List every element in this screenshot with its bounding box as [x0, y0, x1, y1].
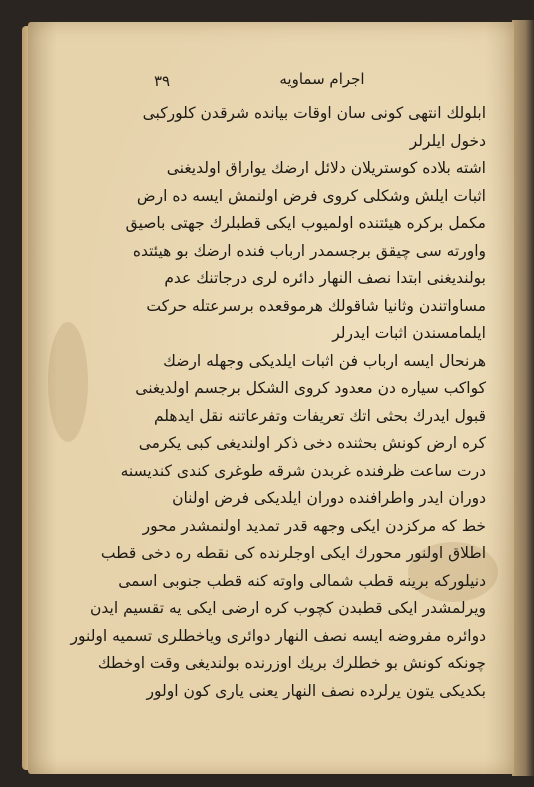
- text-line: هرنحال ايسه ارباب فن اثبات ايلديكى وجهله ارضك: [163, 351, 486, 370]
- text-line: بكديكى يتون يرلرده نصف النهار يعنى يارى كون اولور: [146, 681, 486, 700]
- page-number: ۳۹: [154, 72, 171, 90]
- text-line: ابلولك انتهى كونى سان اوقات بيانده شرقدن كلوركبى: [142, 104, 486, 122]
- text-line: اطلاق اولنور محورك ايكى اوجلرنده كى نقطه ره دخى قطب: [100, 544, 486, 562]
- text-line: دنيلوركه برينه قطب شمالى واوته كنه قطب جنوبى اسمى: [118, 571, 486, 590]
- text-line: ايلمامسندن اثبات ايدرلر: [332, 324, 486, 342]
- running-title: اجرام سماويه: [279, 70, 365, 88]
- text-line: مكمل بركره هيئتنده اولميوب ايكى قطبلرك جهتى باصيق: [125, 214, 486, 232]
- text-line: بولنديغنى ابتدا نصف النهار دائره لرى درجاتنك عدم: [164, 269, 486, 287]
- text-line: درت ساعت ظرفنده غربدن شرقه طوغرى كندى كنديسنه: [120, 461, 486, 480]
- text-line: قبول ايدرك بحثى اتك تعريفات وتفرعاتنه نقل ايدهلم: [153, 406, 486, 425]
- text-line: كره ارض كونش بحثنده دخى ذكر اولنديغى كبى يكرمى: [138, 434, 486, 452]
- text-line: مساواتندن وثانيا شاقولك هرموقعده برسرعتله حركت: [146, 296, 486, 315]
- text-line: واورته سى چيقق برجسمدر ارباب فنده ارضك بو هيئتده: [132, 241, 486, 260]
- text-line: دخول ايلرلر: [409, 131, 486, 150]
- text-line: دوائره مفروضه ايسه نصف النهار دوائرى وياخطلرى تسميه اولنور: [70, 626, 486, 645]
- facing-page-edge: [512, 20, 534, 776]
- page-header: [62, 70, 486, 100]
- text-line: چونكه كونش بو خطلرك بريك اوزرنده بولنديغى وقت اوخطك: [97, 654, 486, 672]
- text-line: اشته بلاده كوستريلان دلائل ارضك يواراق اولديغنى: [166, 159, 486, 177]
- text-line: اثبات ايلش وشكلى كروى فرض اولنمش ايسه ده ارض: [136, 186, 486, 205]
- text-line: دوران ايدر واطرافنده دوران ايلديكى فرض اولنان: [172, 489, 486, 507]
- page-text-block: [62, 70, 486, 705]
- text-line: خط كه مركزدن ايكى وجهه قدر تمديد اولنمشدر محور: [142, 516, 486, 535]
- text-line: ويرلمشدر ايكى قطبدن كچوب كره ارضى ايكى يه تقسيم ايدن: [90, 599, 486, 617]
- text-line: كواكب سياره دن معدود كروى الشكل برجسم اولديغنى: [135, 379, 486, 397]
